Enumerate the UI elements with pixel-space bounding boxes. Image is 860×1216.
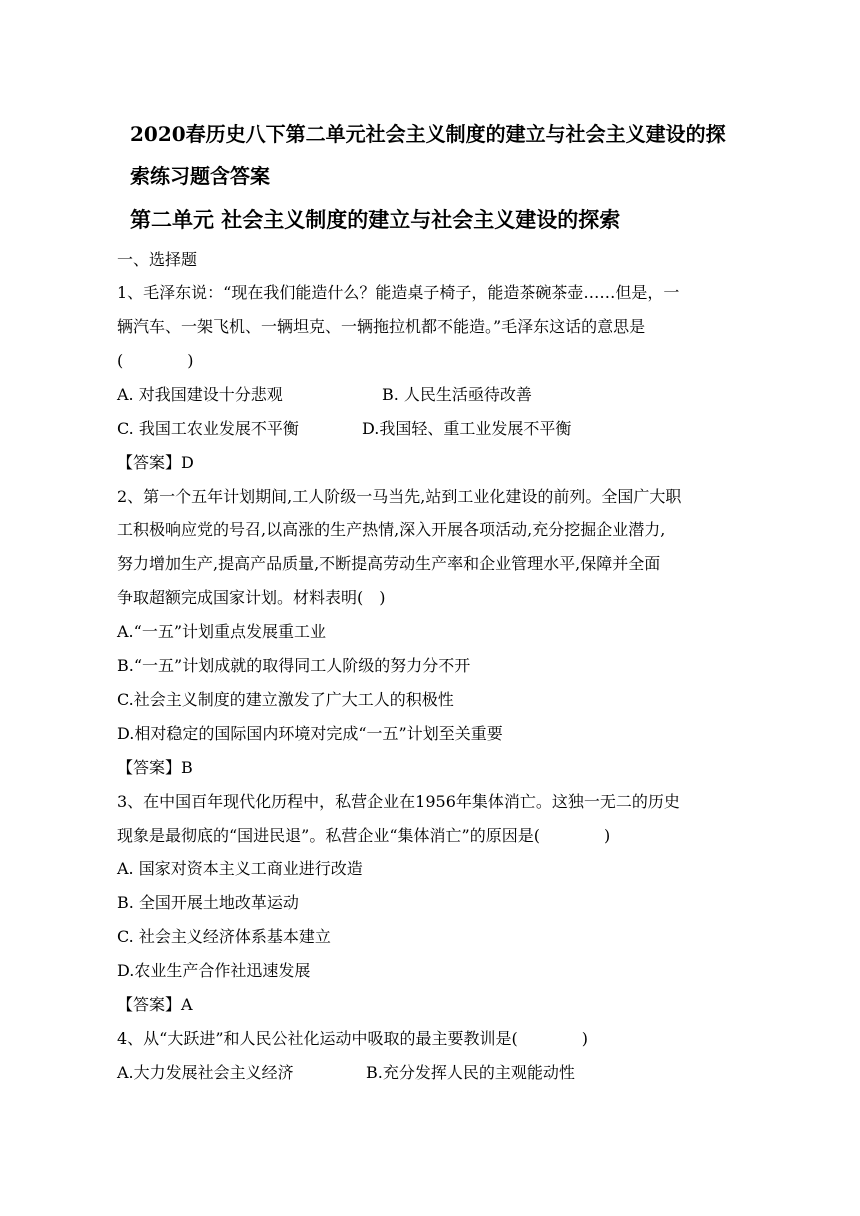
q4-option-b: B.充分发挥人民的主观能动性 bbox=[366, 1063, 575, 1082]
q1-option-d: D.我国轻、重工业发展不平衡 bbox=[362, 419, 572, 438]
q3-option-a: A. 国家对资本主义工商业进行改造 bbox=[117, 859, 363, 878]
q1-text-line-3: ( ) bbox=[117, 351, 194, 370]
part-heading: 一、选择题 bbox=[117, 250, 198, 269]
q1-option-a: A. 对我国建设十分悲观 bbox=[117, 385, 283, 404]
q3-option-b: B. 全国开展土地改革运动 bbox=[117, 893, 299, 912]
q2-text-line-4: 争取超额完成国家计划。材料表明( ) bbox=[117, 588, 386, 607]
q1-option-b: B. 人民生活亟待改善 bbox=[382, 385, 532, 404]
q2-text-line-2: 工积极响应党的号召,以高涨的生产热情,深入开展各项活动,充分挖掘企业潜力, bbox=[117, 520, 666, 539]
document-title-line-2: 索练习题含答案 bbox=[130, 164, 270, 188]
q3-text-line-1: 3、在中国百年现代化历程中，私营企业在1956年集体消亡。这独一无二的历史 bbox=[117, 792, 680, 811]
q3-answer: 【答案】A bbox=[117, 995, 193, 1014]
q2-option-a: A.“一五”计划重点发展重工业 bbox=[117, 622, 327, 641]
q1-text-line-1: 1、毛泽东说：“现在我们能造什么？能造桌子椅子，能造茶碗茶壶……但是，一 bbox=[117, 283, 680, 302]
q4-text-line-1: 4、从“大跃进”和人民公社化运动中吸取的最主要教训是( ) bbox=[117, 1029, 589, 1048]
q3-option-d: D.农业生产合作社迅速发展 bbox=[117, 961, 311, 980]
q1-text-line-2: 辆汽车、一架飞机、一辆坦克、一辆拖拉机都不能造。”毛泽东这话的意思是 bbox=[117, 317, 646, 336]
q3-option-c: C. 社会主义经济体系基本建立 bbox=[117, 927, 331, 946]
q3-text-line-2: 现象是最彻底的“国进民退”。私营企业“集体消亡”的原因是( ) bbox=[117, 826, 611, 845]
document-title-line-1: 2020春历史八下第二单元社会主义制度的建立与社会主义建设的探 bbox=[130, 122, 726, 146]
q2-text-line-3: 努力增加生产,提高产品质量,不断提高劳动生产率和企业管理水平,保障并全面 bbox=[117, 554, 661, 573]
q1-answer: 【答案】D bbox=[117, 453, 194, 472]
q2-option-b: B.“一五”计划成就的取得同工人阶级的努力分不开 bbox=[117, 656, 471, 675]
q2-option-d: D.相对稳定的国际国内环境对完成“一五”计划至关重要 bbox=[117, 724, 503, 743]
q1-option-c: C. 我国工农业发展不平衡 bbox=[117, 419, 299, 438]
q4-option-a: A.大力发展社会主义经济 bbox=[117, 1063, 294, 1082]
q2-option-c: C.社会主义制度的建立激发了广大工人的积极性 bbox=[117, 690, 454, 709]
section-title: 第二单元 社会主义制度的建立与社会主义建设的探索 bbox=[130, 207, 621, 232]
q2-text-line-1: 2、第一个五年计划期间,工人阶级一马当先,站到工业化建设的前列。全国广大职 bbox=[117, 487, 682, 506]
q2-answer: 【答案】B bbox=[117, 758, 193, 777]
